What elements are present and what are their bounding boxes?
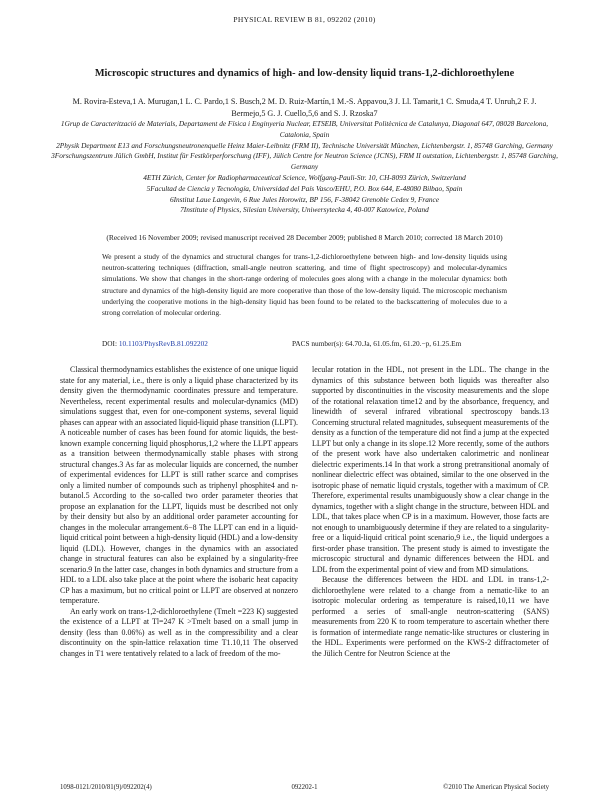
copyright: ©2010 The American Physical Society bbox=[443, 784, 549, 791]
page-number: 092202-1 bbox=[291, 784, 318, 791]
affiliation-6: 6Institut Laue Langevin, 6 Rue Jules Horowitz, BP 156, F-38042 Grenoble Cedex 9, France bbox=[169, 194, 440, 204]
body-column-right bbox=[312, 365, 549, 659]
running-head: PHYSICAL REVIEW B 81, 092202 (2010) bbox=[233, 15, 376, 24]
doi-link[interactable]: 10.1103/PhysRevB.81.092202 bbox=[118, 339, 208, 348]
body-paragraph: Because the differences between the HDL and LDL in trans-1,2-dichloroethylene were related to a change from a nematic-like to an isotropic molecular ordering as temperature is raised,10,11 we have performed a series of small-angle neutron-scattering (SANS) measurements from 220 K to room temperature to ascertain whether there is formation of intermediate range nematic-like structures or clustering in the HDL. Experiments were performed on the KWS-2 diffractometer of the Jülich Centre for Neutron Science at the bbox=[312, 575, 549, 658]
body-paragraph: An early work on trans-1,2-dichloroethylene (Tmelt =223 K) suggested the existence of a LLPT at Tl=247 K >Tmelt based on a small jump in density (less than 0.06%) as well as in the compressibility and a clear discontinuity on the spin-lattice relaxation time T1.10,11 The observed changes in T1 were tentatively related to a lack of freedom of the mo- bbox=[60, 606, 298, 658]
abstract: We present a study of the dynamics and structural changes for trans-1,2-dichloroethylene between high- and low-density liquids using neutron-scattering techniques (diffraction, small-angle neutron scattering, and time of flight spectroscopy) and molecular-dynamics simulations. We show that changes in the short-range ordering of molecules goes along with a change in the molecular dynamics: both structure and dynamics of the high-density liquid are more cooperative than those of the low-density liquid. The microscopic mechanism underlying the cooperative motions in the high-density liquid has been found to be related to the backscattering of molecules due to a strong correlation of molecular ordering. bbox=[102, 252, 507, 318]
doi-label: DOI: bbox=[102, 339, 117, 348]
affiliation-4: 4ETH Zürich, Center for Radiopharmaceutical Science, Wolfgang-Pauli-Str. 10, CH-8093 Zürich, Switzerland bbox=[143, 172, 466, 182]
received-dates: (Received 16 November 2009; revised manuscript received 28 December 2009; published 8 March 2010; corrected 18 March 2010) bbox=[106, 233, 503, 242]
affiliations bbox=[50, 119, 559, 216]
body-column-left bbox=[60, 365, 298, 659]
author-list: M. Rovira-Esteva,1 A. Murugan,1 L. C. Pardo,1 S. Busch,2 M. D. Ruiz-Martín,1 M.-S. Appavou,3 J. Ll. Tamarit,1 C. Smuda,4 T. Unruh,2 F. J. Bermejo,5 G. J. Cuello,5,6 and S. J. Rzoska7 bbox=[72, 97, 537, 118]
affiliation-7: 7Institute of Physics, Silesian University, Uniwersytecka 4, 40-007 Katowice, Poland bbox=[180, 205, 429, 215]
doi-label-group bbox=[102, 339, 208, 348]
affiliation-3: 3Forschungszentrum Jülich GmbH, Institut für Festkörperforschung (IFF), Jülich Centre for Neutron Science (JCNS), FRM II outstation, Lichtenbergstr. 1, 85748 Garching, Germany bbox=[51, 151, 558, 172]
body-paragraph: Classical thermodynamics establishes the existence of one unique liquid state for any material, i.e., there is only a liquid phase characterized by its density given the thermodynamic coordinates pressure and temperature. Nevertheless, recent experimental results and molecular-dynamics (MD) simulations suggest that, even for one-component systems, several liquid phases can appear with an associated liquid-liquid phase transition (LLPT). A noticeable number of cases has been found for atomic liquids, the best-known example concerning liquid phosphorus,1,2 where the LLPT appears as a transition between thermodynamically stable phases with strong structural changes.3 As far as molecular liquids are concerned, the number of experimental evidences for LLPT is still rather scarce and comprises only a limited number of compounds such as triphenyl phosphite4 and n-butanol.5 According to the so-called two order parameter theories that propose an explanation for the LLPT, liquids must be described not only by their density but also by an additional order parameter accounting for changes in the molecular arrangement.6−8 The LLPT can end in a liquid-liquid critical point between a high-density liquid (HDL) and a low-density liquid (LDL). However, changes in the dynamics with an associated change in structural features can also be explained by a singularity-free scenario.9 In the latter case, changes in both dynamics and structure from a HDL to a LDL also take place at the point where the isobaric heat capacity CP has a maximum, but no critical point or LLPT are observed at nonzero temperature. bbox=[60, 365, 298, 606]
pacs-numbers: PACS number(s): 64.70.Ja, 61.05.fm, 61.20.−p, 61.25.Em bbox=[292, 339, 462, 348]
body-paragraph-continued: lecular rotation in the HDL, not present in the LDL. The change in the dynamics of this substance between both liquids was thereafter also supported by discontinuities in the viscosity measurements and the slope of the rotational relaxation time12 and by the absorbance, frequency, and linewidth of several infrared vibrational spectroscopy bands.13 Concerning structural related magnitudes, subsequent measurements of the density as a function of the temperature did not find a jump at the expected LLPT but only a change in its slope.12 More recently, some of the authors of the present work have also undertaken calorimetric and nonlinear dielectric experiments.14 In that work a strong pretransitional anomaly of nonlinear dielectric effect was obtained, similar to the one observed in the isotropic phase of nematic liquid crystals, together with a maximum of CP. Therefore, experimental results unambiguously show a clear change in the dynamics, together with a slight change in the structure, between HDL and LDL, that takes place when CP is in a maximum. However, those facts are not enough to unambiguously determine if they are related to a singularity-free or a liquid-liquid critical point scenario,9 i.e., the liquid undergoes a first-order phase transition. The present study is aimed to investigate the microscopic structural and dynamic differences between the HDL and LDL from the experimental point of view and from MD simulations. bbox=[312, 365, 549, 574]
paper-title: Microscopic structures and dynamics of high- and low-density liquid trans-1,2-dichloroethylene bbox=[94, 68, 515, 79]
footer-identifier: 1098-0121/2010/81(9)/092202(4) bbox=[60, 784, 152, 791]
affiliation-2: 2Physik Department E13 and Forschungsneutronenquelle Heinz Maier-Leibnitz (FRM II), Technische Universität München, Lichtenbergstr. 1, 85748 Garching, Germany bbox=[56, 140, 553, 150]
affiliation-1: 1Grup de Caracterització de Materials, Departament de Física i Enginyeria Nuclear, ETSEIB, Universitat Politècnica de Catalunya, Diagonal 647, 08028 Barcelona, Catalonia, Spain bbox=[60, 119, 549, 139]
affiliation-5: 5Facultad de Ciencia y Tecnología, Universidad del País Vasco/EHU, P.O. Box 644, E-48080 Bilbao, Spain bbox=[146, 183, 463, 193]
